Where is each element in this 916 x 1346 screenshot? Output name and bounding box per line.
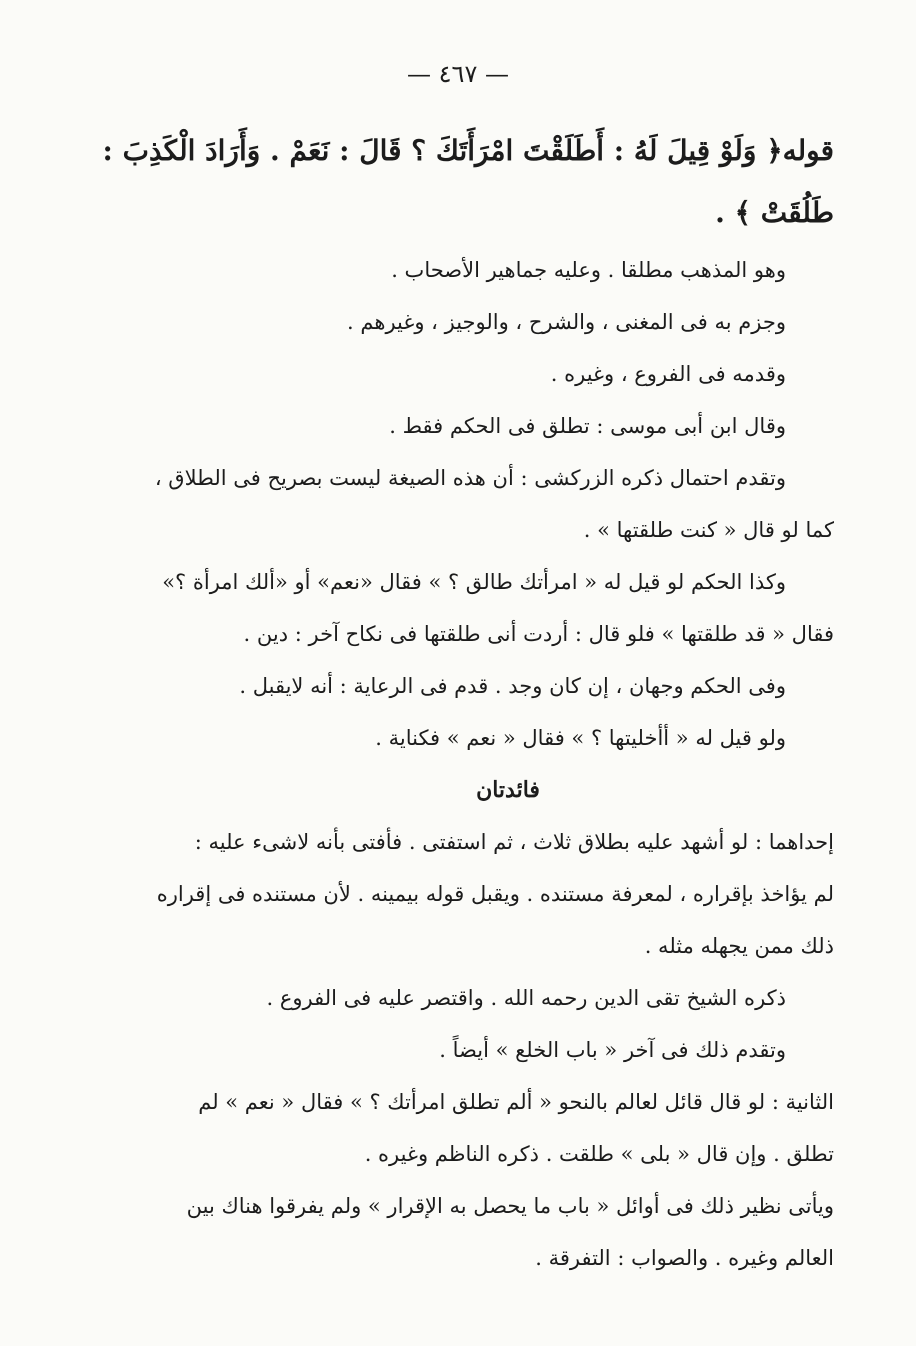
text-line-heading-cont: طَلُقَتْ ﴾ . xyxy=(715,196,834,229)
text-line: إحداهما : لو أشهد عليه بطلاق ثلاث ، ثم استفتى . فأفتى بأنه لاشىء عليه : xyxy=(194,830,834,854)
text-line: ولو قيل له « أأخليتها ؟ » فقال « نعم » فكناية . xyxy=(375,726,786,750)
text-line: العالم وغيره . والصواب : التفرقة . xyxy=(535,1246,834,1270)
text-line: وكذا الحكم لو قيل له « امرأتك طالق ؟ » فقال «نعم» أو «ألك امرأة ؟» xyxy=(162,570,786,594)
text-line: الثانية : لو قال قائل لعالم بالنحو « ألم تطلق امرأتك ؟ » فقال « نعم » لم xyxy=(198,1090,834,1114)
page-body xyxy=(102,120,834,1284)
text-line: ذكره الشيخ تقى الدين رحمه الله . واقتصر عليه فى الفروع . xyxy=(266,986,786,1010)
text-line: فقال « قد طلقتها » فلو قال : أردت أنى طلقتها فى نكاح آخر : دين . xyxy=(243,622,834,646)
text-line-heading: قوله﴿ وَلَوْ قِيلَ لَهُ : أَطَلَقْتَ امْرَأَتَكَ ؟ قَالَ : نَعَمْ . وَأَرَادَ الْكَذِبَ : xyxy=(102,134,834,167)
section-heading: فائدتان xyxy=(476,777,540,803)
text-line: وتقدم احتمال ذكره الزركشى : أن هذه الصيغة ليست بصريح فى الطلاق ، xyxy=(154,466,786,490)
text-line: وقال ابن أبى موسى : تطلق فى الحكم فقط . xyxy=(389,414,786,438)
text-line: وتقدم ذلك فى آخر « باب الخلع » أيضاً . xyxy=(439,1038,786,1062)
text-line: ويأتى نظير ذلك فى أوائل « باب ما يحصل به الإقرار » ولم يفرقوا هناك بين xyxy=(186,1194,834,1218)
text-line: وقدمه فى الفروع ، وغيره . xyxy=(550,362,786,386)
text-line: ذلك ممن يجهله مثله . xyxy=(644,934,834,958)
text-line: وهو المذهب مطلقا . وعليه جماهير الأصحاب . xyxy=(391,258,786,282)
page-number: — ٤٦٧ — xyxy=(407,60,509,88)
text-line: كما لو قال « كنت طلقتها » . xyxy=(583,518,834,542)
text-line: لم يؤاخذ بإقراره ، لمعرفة مستنده . ويقبل قوله بيمينه . لأن مستنده فى إقراره xyxy=(156,882,834,906)
text-line: وجزم به فى المغنى ، والشرح ، والوجيز ، وغيرهم . xyxy=(347,310,786,334)
text-line: تطلق . وإن قال « بلى » طلقت . ذكره الناظم وغيره . xyxy=(364,1142,834,1166)
text-line: وفى الحكم وجهان ، إن كان وجد . قدم فى الرعاية : أنه لايقبل . xyxy=(239,674,786,698)
